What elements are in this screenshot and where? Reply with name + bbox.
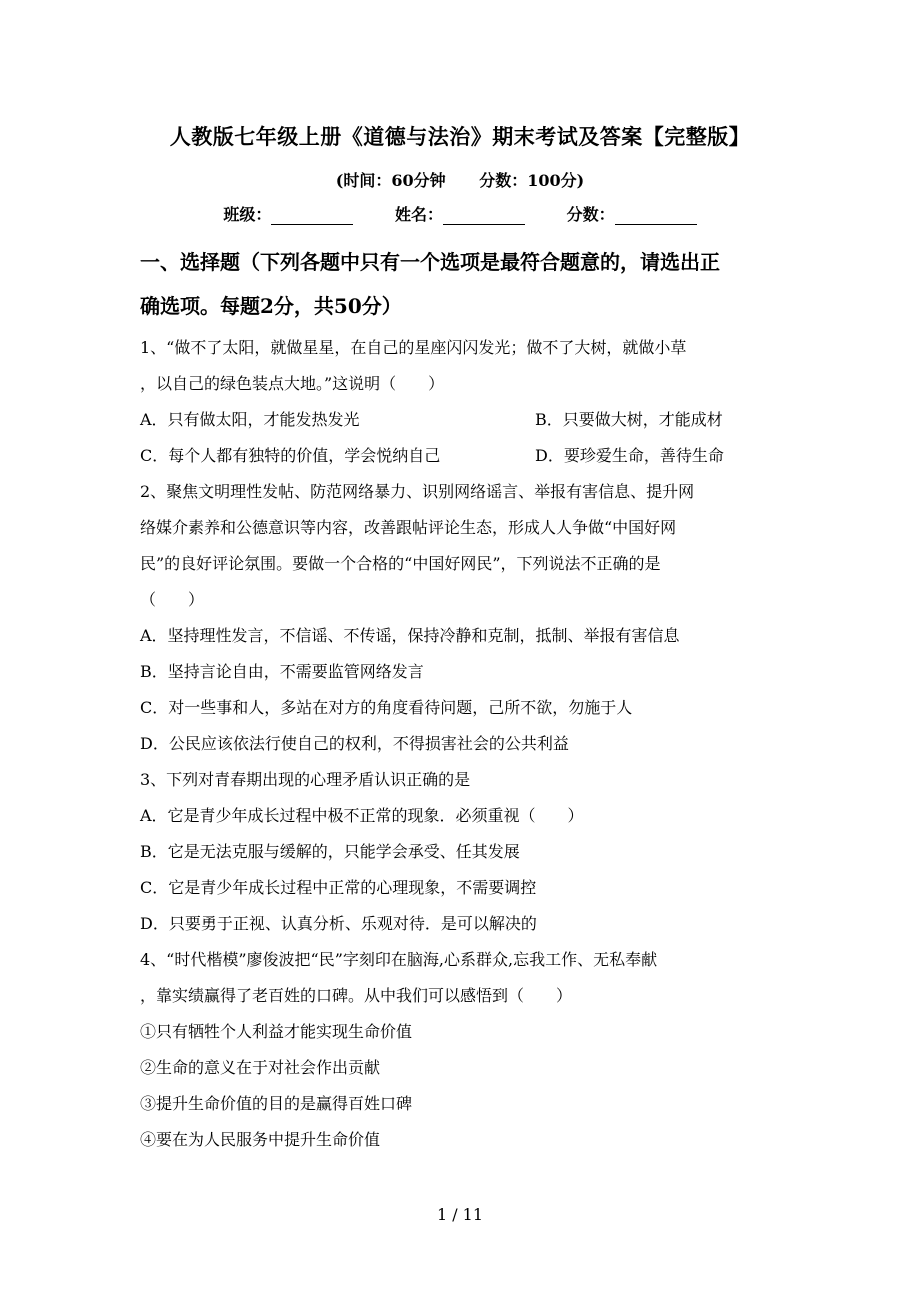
class-blank [271,206,353,225]
q2-option-a: A．坚持理性发言，不信谣、不传谣，保持冷静和克制，抵制、举报有害信息 [140,626,680,645]
name-label: 姓名： [394,205,443,224]
name-blank [443,206,525,225]
q3-option-c: C．它是青少年成长过程中正常的心理现象，不需要调控 [140,878,537,897]
q2-stem-line-3: 民”的良好评论氛围。要做一个合格的“中国好网民”，下列说法不正确的是 [140,554,661,573]
page-number: 1 / 11 [436,1205,484,1224]
q1-option-d: D．要珍爱生命，善待生命 [535,446,724,465]
q2-stem-line-4: （ ） [140,590,205,609]
class-field [223,202,353,225]
total-score-info: 分数：100分) [479,171,585,190]
name-field [395,202,525,225]
q3-option-d: D．只要勇于正视、认真分析、乐观对待．是可以解决的 [140,914,537,933]
section-heading [140,240,790,328]
q2-option-d: D．公民应该依法行使自己的权利，不得损害社会的公共利益 [140,734,569,753]
q2-option-c: C．对一些事和人，多站在对方的角度看待问题，己所不欲，勿施于人 [140,698,633,717]
q1-stem-line-2: ，以自己的绿色装点大地。”这说明（ ） [140,374,445,393]
q2-option-b: B．坚持言论自由，不需要监管网络发言 [140,662,424,681]
question-list [140,330,790,1158]
q2-stem-line-2: 络媒介素养和公德意识等内容，改善跟帖评论生态，形成人人争做“中国好网 [140,518,677,537]
section-heading-line-1: 一、选择题（下列各题中只有一个选项是最符合题意的，请选出正 [140,250,720,274]
q4-statement-1: ①只有牺牲个人利益才能实现生命价值 [140,1022,413,1041]
exam-meta [0,168,920,191]
q1-options-row-1 [140,402,790,438]
document-title: 人教版七年级上册《道德与法治》期末考试及答案【完整版】 [169,124,751,149]
q3-option-b: B．它是无法克服与缓解的，只能学会承受、任其发展 [140,842,520,861]
q1-option-a: A．只有做太阳，才能发热发光 [140,410,360,429]
q4-stem-line-1: 4、“时代楷模”廖俊波把“民”字刻印在脑海,心系群众,忘我工作、无私奉献 [140,950,658,969]
score-label: 分数： [566,205,615,224]
section-heading-line-2: 确选项。每题2分，共50分） [140,294,402,318]
q4-statement-4: ④要在为人民服务中提升生命价值 [140,1130,381,1149]
q1-option-b: B．只要做大树，才能成材 [535,410,723,429]
q4-statement-3: ③提升生命价值的目的是赢得百姓口碑 [140,1094,413,1113]
q3-stem-line-1: 3、下列对青春期出现的心理矛盾认识正确的是 [140,770,471,789]
q1-stem-line-1: 1、“做不了太阳，就做星星，在自己的星座闪闪发光；做不了大树，就做小草 [140,338,687,357]
q3-option-a: A．它是青少年成长过程中极不正常的现象．必须重视（ ） [140,806,584,825]
q4-stem-line-2: ，靠实绩赢得了老百姓的口碑。从中我们可以感悟到（ ） [140,986,573,1005]
q1-option-c: C．每个人都有独特的价值，学会悦纳自己 [140,446,441,465]
q1-options-row-2 [140,438,790,474]
score-blank [615,206,697,225]
score-field [567,202,697,225]
student-info-fields [0,202,920,225]
q2-stem-line-1: 2、聚焦文明理性发帖、防范网络暴力、识别网络谣言、举报有害信息、提升网 [140,482,695,501]
q4-statement-2: ②生命的意义在于对社会作出贡献 [140,1058,381,1077]
class-label: 班级： [223,205,272,224]
time-info: (时间：60分钟 [335,171,446,190]
